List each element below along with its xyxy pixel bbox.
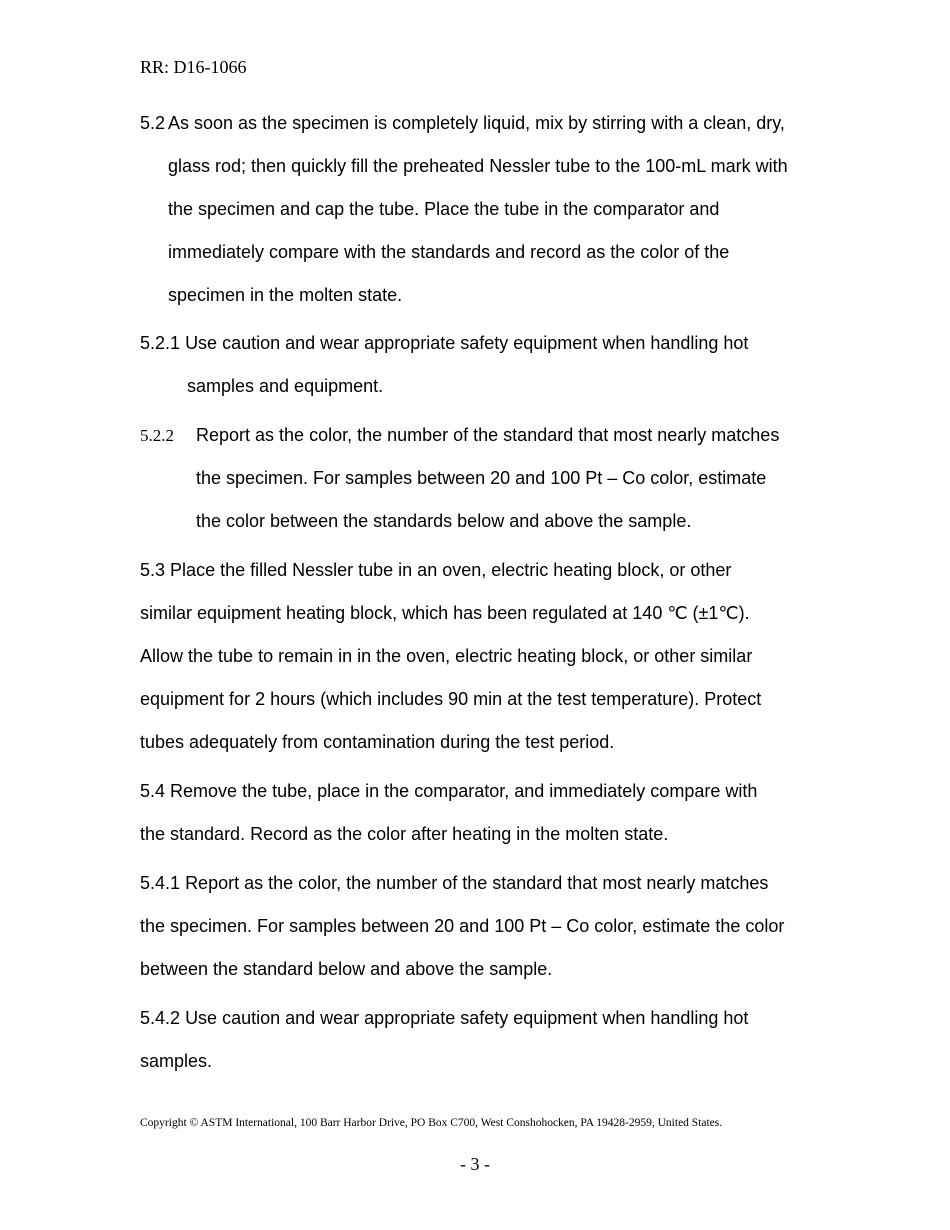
section-number-5-4: 5.4 [140,781,166,801]
paragraph-5-2-2-line-2: the specimen. For samples between 20 and 100 Pt – Co color, estimate [196,468,767,488]
section-number-5-4-2: 5.4.2 [140,1008,181,1028]
paragraph-5-4-1-line-2: the specimen. For samples between 20 and 100 Pt – Co color, estimate the color [140,916,785,936]
section-number-5-2-2: 5.2.2 [140,426,174,445]
copyright-footer: Copyright © ASTM International, 100 Barr Harbor Drive, PO Box C700, West Conshohocken, PA 19428-2959, United States. [140,1117,723,1129]
paragraph-5-4-1-line-3: between the standard below and above the sample. [140,959,553,979]
paragraph-5-3-line-4: equipment for 2 hours (which includes 90 min at the test temperature). Protect [140,689,762,709]
paragraph-5-2-2-line-1: 5.2.2 Report as the color, the number of the standard that most nearly matches [140,425,780,445]
paragraph-5-2-line-5: specimen in the molten state. [168,285,403,305]
paragraph-5-4-line-1: 5.4 Remove the tube, place in the comparator, and immediately compare with [140,781,758,801]
section-number-5-4-1: 5.4.1 [140,873,181,893]
paragraph-5-4-1-line-1: 5.4.1 Report as the color, the number of the standard that most nearly matches [140,873,769,893]
page-number: - 3 - [460,1154,490,1174]
paragraph-5-4-line-2: the standard. Record as the color after heating in the molten state. [140,824,669,844]
paragraph-5-4-2-line-2: samples. [140,1051,213,1071]
paragraph-5-2-line-4: immediately compare with the standards and record as the color of the [168,242,730,262]
paragraph-5-3-line-5: tubes adequately from contamination during the test period. [140,732,615,752]
section-number-5-3: 5.3 [140,560,166,580]
paragraph-5-2-1-line-2: samples and equipment. [187,376,384,396]
paragraph-5-2-line-1: 5.2 As soon as the specimen is completely liquid, mix by stirring with a clean, dry, [140,113,785,133]
document-id-header: RR: D16-1066 [140,57,247,77]
paragraph-5-3-line-2: similar equipment heating block, which has been regulated at 140 ℃ (±1℃). [140,603,750,623]
paragraph-5-3-line-1: 5.3 Place the filled Nessler tube in an oven, electric heating block, or other [140,560,732,580]
paragraph-5-3-line-3: Allow the tube to remain in in the oven, electric heating block, or other similar [140,646,753,666]
paragraph-5-2-line-2: glass rod; then quickly fill the preheated Nessler tube to the 100-mL mark with [168,156,788,176]
paragraph-5-2-line-3: the specimen and cap the tube. Place the tube in the comparator and [168,199,720,219]
section-number-5-2: 5.2 [140,113,166,133]
section-number-5-2-1: 5.2.1 [140,333,181,353]
paragraph-5-4-2-line-1: 5.4.2 Use caution and wear appropriate safety equipment when handling hot [140,1008,749,1028]
paragraph-5-2-2-line-3: the color between the standards below and above the sample. [196,511,692,531]
paragraph-5-2-1-line-1: 5.2.1 Use caution and wear appropriate safety equipment when handling hot [140,333,749,353]
